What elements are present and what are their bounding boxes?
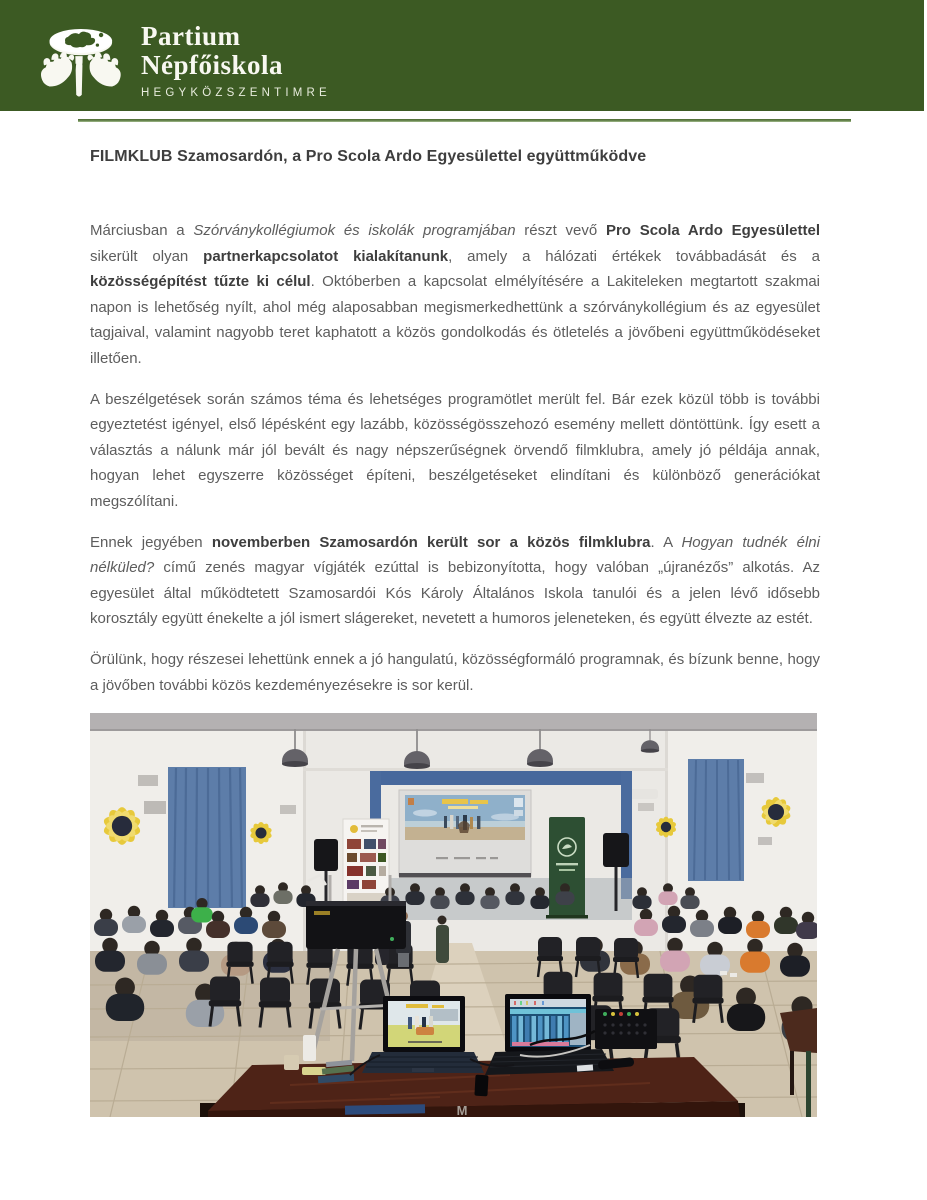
logo-title-line2: Népfőiskola	[141, 50, 284, 80]
page-header	[0, 0, 924, 111]
paragraph	[90, 530, 820, 632]
text-run: Márciusban a	[90, 222, 194, 239]
paragraph	[90, 218, 820, 372]
text-run: , amely a hálózati értékek továbbadását és a	[448, 247, 820, 265]
logo-subtitle: HEGYKÖZSZENTIMRE	[141, 87, 331, 99]
projection-screen	[399, 790, 531, 878]
article	[90, 148, 820, 698]
text-run: Szórványkollégiumok és iskolák programjában	[193, 222, 516, 239]
logo-title-line1: Partium	[141, 21, 241, 51]
svg-text:M: M	[456, 1103, 468, 1118]
text-run: partnerkapcsolatot kialakítanunk	[203, 247, 449, 265]
article-title: FILMKLUB Szamosardón, a Pro Scola Ardo Egyesülettel együttműködve	[90, 148, 647, 165]
text-run: . A	[650, 533, 682, 551]
event-photo-illustration	[90, 713, 817, 1117]
text-run: Hogyan tudnék élni nélküled?	[90, 533, 820, 577]
header-divider-line	[78, 119, 851, 122]
text-run: A beszélgetések során számos téma és lehetséges programötlet merült fel. Bár ezek közül több is további egyeztetést igényel, első lépésként egy lazább, közösségösszehozó esemény mellett döntöttünk. Így esett a választás a nálunk már jól bevált és nagy népszerűségnek örvendő filmklubra, amely jó példája annak, hogyan lehet egyszerre közösséget építeni, beszélgetéseket elindítani és különböző generációkat megszólítani.	[90, 390, 820, 510]
text-run: sikerült olyan	[90, 247, 204, 265]
paragraph	[90, 647, 820, 698]
text-run: részt vevő	[515, 222, 606, 239]
logo	[33, 12, 331, 104]
text-run: Ennek jegyében	[90, 533, 212, 551]
text-run: novemberben Szamosardón került sor a közös filmklubra	[211, 533, 651, 551]
text-run: . Októberben a kapcsolat elmélyítésére a Lakiteleken megtartott szakmai napon is lehetőség nyílt, ahol még alaposabban megismerkedhettünk a szórványkollégium és az egyesület tagjaival, valamint nagyobb teret kaphatott a közös gondolkodás és ötletelés a jövőbeni együttműködéseket illetően.	[90, 273, 820, 367]
text-run: közösségépítést tűzte ki célul	[90, 273, 311, 291]
text-run: Örülünk, hogy részesei lehettünk ennek a jó hangulatú, közösségformáló programnak, és bízunk benne, hogy a jövőben további közös kezdeményezésekre is sor kerül.	[90, 650, 820, 694]
text-run: Pro Scola Ardo Egyesülettel	[605, 222, 820, 239]
paragraph	[90, 387, 820, 515]
article-body	[90, 218, 820, 698]
hands-holding-table-map-icon	[33, 12, 125, 104]
event-photo	[90, 713, 817, 1117]
text-run: című zenés magyar vígjáték ezúttal is bebizonyította, hogy valóban „újranézős” alkotás. Az egyesület által működtetett Szamosardói Kós Károly Általános Iskola tanulói és a jelen lévő idősebb korosztály együtt énekelte a jól ismert slágereket, nevetett a humoros jeleneteken, és együtt élvezte az estét.	[90, 559, 820, 628]
